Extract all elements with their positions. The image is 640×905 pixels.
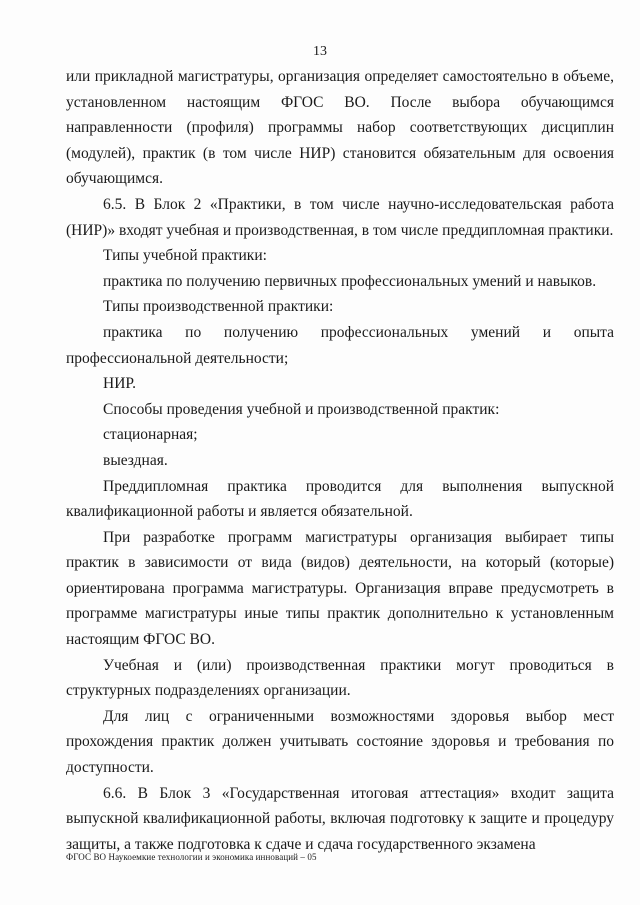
paragraph-6-5: 6.5. В Блок 2 «Практики, в том числе научно-исследовательская работа (НИР)» входят учебная и производственная, в том числе преддипломная практики. bbox=[66, 195, 614, 239]
list-item-field: выездная. bbox=[103, 451, 168, 469]
paragraph-program-development: При разработке программ магистратуры организация выбирает типы практик в зависимости от вида (видов) деятельности, на который (которые) ориентирована программа магистратуры. Организация вправе предусмотреть в программе магистратуры иные типы практик дополнительно к установленным настоящим ФГОС ВО. bbox=[66, 528, 614, 649]
paragraph-6-6: 6.6. В Блок 3 «Государственная итоговая аттестация» входит защита выпускной квалификационной работы, включая подготовку к защите и процедуру защиты, а также подготовка к сдаче и сдача государственного экзамена bbox=[66, 784, 614, 853]
paragraph-proizvodstvennaya-types-heading: Типы производственной практики: bbox=[103, 298, 334, 316]
paragraph-uchebnaya-types-heading: Типы учебной практики: bbox=[103, 247, 267, 265]
document-body bbox=[66, 64, 614, 857]
footer-text: ФГОС ВО Наукоемкие технологии и экономика инноваций – 05 bbox=[66, 852, 317, 862]
paragraph-disabilities: Для лиц с ограниченными возможностями здоровья выбор мест прохождения практик должен учитывать состояние здоровья и требования по доступности. bbox=[66, 707, 614, 777]
paragraph-prediploma: Преддипломная практика проводится для выполнения выпускной квалификационной работы и является обязательной. bbox=[66, 477, 614, 521]
paragraph-structural-units: Учебная и (или) производственная практики могут проводиться в структурных подразделениях организации. bbox=[66, 656, 614, 700]
list-item-uchebnaya-practice: практика по получению первичных профессиональных умений и навыков. bbox=[103, 272, 597, 290]
list-item-nir: НИР. bbox=[103, 375, 136, 393]
list-item-proizvodstvennaya-practice: практика по получению профессиональных умений и опыта профессиональной деятельности; bbox=[66, 323, 614, 367]
page-number: 13 bbox=[313, 44, 327, 59]
paragraph-methods-heading: Способы проведения учебной и производственной практик: bbox=[103, 400, 500, 418]
list-item-stationary: стационарная; bbox=[103, 426, 198, 444]
paragraph-continuation: или прикладной магистратуры, организация определяет самостоятельно в объеме, установленном настоящим ФГОС ВО. После выбора обучающимся направленности (профиля) программы набор соответствующих дисциплин (модулей), практик (в том числе НИР) становится обязательным для освоения обучающимся. bbox=[66, 68, 614, 188]
